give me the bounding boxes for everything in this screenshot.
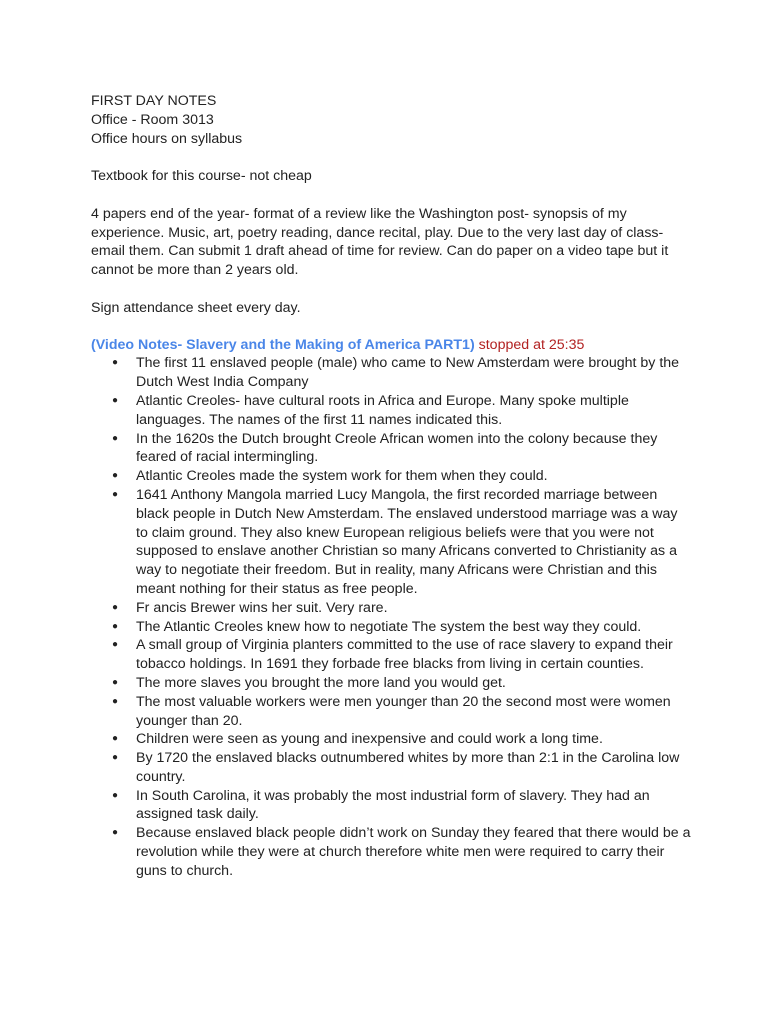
list-item-text: 1641 Anthony Mangola married Lucy Mangola, the first recorded marriage between black people in Dutch New Amsterdam. The enslaved understood marriage was a way to claim ground. They also knew European religious beliefs were that you were not supposed to enslave another Christian so many Africans converted to Christianity as a way to negotiate their freedom. But in reality, many Africans were Christian and this meant nothing for their status as free people. [136,486,678,597]
list-item-text: The most valuable workers were men younger than 20 the second most were women younger than 20. [136,693,671,729]
list-item-text: In South Carolina, it was probably the most industrial form of slavery. They had an assigned task daily. [136,787,650,823]
office-hours: Office hours on syllabus [91,130,243,147]
list-item [91,787,691,825]
list-item-text: Because enslaved black people didn’t work on Sunday they feared that there would be a revolution while they were at church therefore white men were required to carry their guns to church. [136,825,691,879]
list-item [91,354,691,392]
spacer [91,148,691,167]
attendance-note: Sign attendance sheet every day. [91,299,301,316]
video-notes-list [91,354,691,880]
list-item [91,618,691,637]
textbook-note: Textbook for this course- not cheap [91,168,312,185]
spacer [91,280,691,299]
video-notes-heading [91,336,691,355]
bullet-icon: ● [112,470,119,482]
list-item-text: Children were seen as young and inexpensive and could work a long time. [136,731,603,748]
bullet-icon: ● [112,432,119,444]
list-item [91,486,691,599]
list-item [91,599,691,618]
list-item-text: Atlantic Creoles made the system work for them when they could. [136,468,548,485]
bullet-icon: ● [112,394,119,406]
bullet-icon: ● [112,789,119,801]
bullet-icon: ● [112,752,119,764]
list-item [91,430,691,468]
list-item [91,392,691,430]
bullet-icon: ● [112,676,119,688]
bullet-icon: ● [112,357,119,369]
list-item [91,730,691,749]
document-content [91,92,691,881]
list-item-text: The first 11 enslaved people (male) who came to New Amsterdam were brought by the Dutch West India Company [136,355,680,391]
list-item [91,749,691,787]
list-item-text: In the 1620s the Dutch brought Creole African women into the colony because they feared of racial intermingling. [136,430,658,466]
document-title: FIRST DAY NOTES [91,93,217,109]
list-item-text: Fr ancis Brewer wins her suit. Very rare. [136,599,388,616]
list-item [91,824,691,880]
list-item-text: The Atlantic Creoles knew how to negotiate The system the best way they could. [136,618,642,635]
bullet-icon: ● [112,488,119,500]
list-item-text: Atlantic Creoles- have cultural roots in Africa and Europe. Many spoke multiple languages. The names of the first 11 names indicated this. [136,392,629,428]
list-item [91,693,691,731]
list-item-text: A small group of Virginia planters committed to the use of race slavery to expand their tobacco holdings. In 1691 they forbade free blacks from living in certain counties. [136,637,673,673]
bullet-icon: ● [112,601,119,613]
spacer [91,186,691,205]
bullet-icon: ● [112,827,119,839]
list-item [91,674,691,693]
list-item-text: By 1720 the enslaved blacks outnumbered whites by more than 2:1 in the Carolina low country. [136,750,680,785]
stopped-at-label: stopped at 25:35 [478,336,585,353]
list-item [91,467,691,486]
list-item [91,636,691,674]
bullet-icon: ● [112,695,119,707]
video-notes-link[interactable]: (Video Notes- Slavery and the Making of America PART1) [91,336,475,353]
list-item-text: The more slaves you brought the more land you would get. [136,674,506,691]
papers-note: 4 papers end of the year- format of a review like the Washington post- synopsis of my experience. Music, art, poetry reading, dance recital, play. Due to the very last day of class- email them. Can submit 1 draft ahead of time for review. Can do paper on a video tape but it cannot be more than 2 years old. [91,205,669,279]
bullet-icon: ● [112,733,119,745]
office-room: Office - Room 3013 [91,111,214,128]
bullet-icon: ● [112,620,119,632]
bullet-icon: ● [112,639,119,651]
